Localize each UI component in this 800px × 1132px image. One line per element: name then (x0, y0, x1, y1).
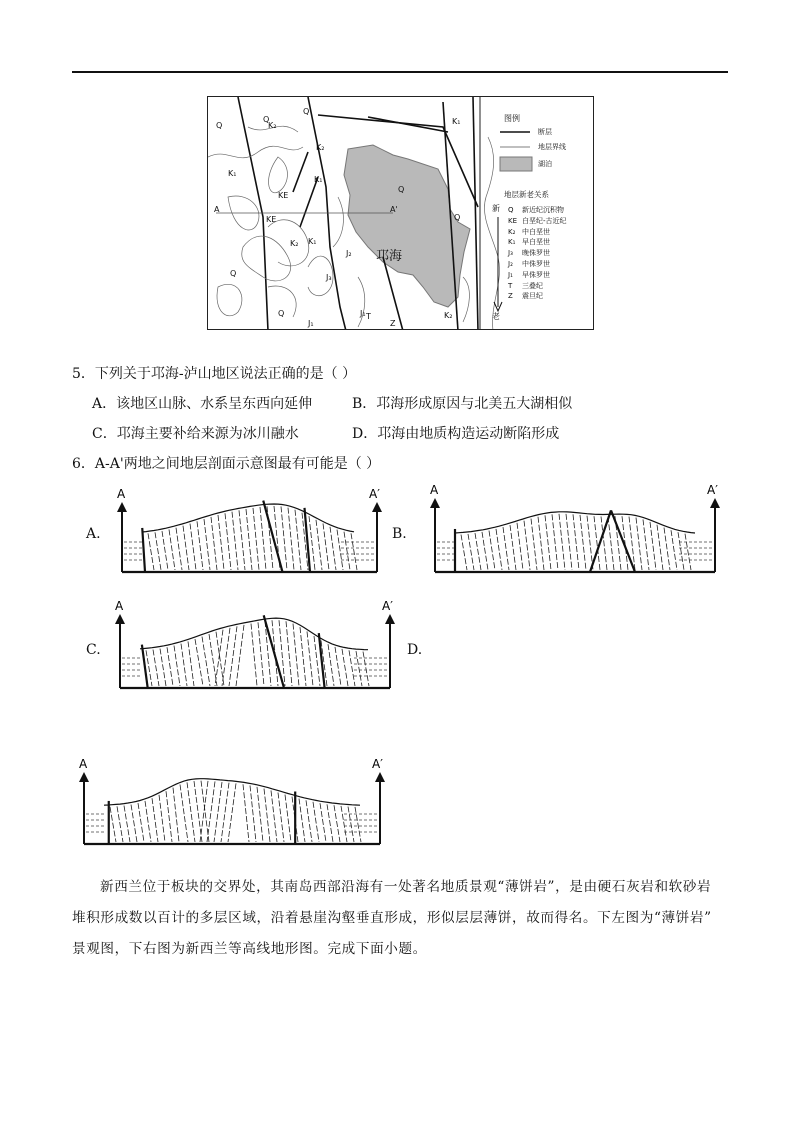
passage (72, 872, 728, 965)
stratum-line (552, 514, 558, 570)
stratum-line (162, 531, 168, 570)
new-label: 新 (492, 204, 500, 213)
section-label-d[interactable]: D. (407, 642, 423, 658)
stratum-line (531, 519, 537, 570)
stratum-line (295, 510, 301, 570)
stratum-line (636, 518, 642, 570)
q5-option-d[interactable]: D．邛海由地质构造运动断陷形成 (352, 426, 560, 442)
strata-code: Q (508, 206, 514, 214)
strata-name: 中侏罗世 (522, 259, 550, 268)
strata-row (508, 248, 567, 259)
q5-stem: 5．下列关于邛海-泸山地区说法正确的是（ ） (72, 366, 357, 382)
strata-row (508, 216, 567, 227)
stratum-line (496, 529, 502, 570)
stratum-line (239, 510, 245, 570)
arrow-left (79, 772, 89, 782)
stratum-line (152, 798, 158, 842)
stratum-line (190, 524, 196, 570)
section-drawing (425, 482, 725, 578)
map-unit-label: Q (454, 213, 461, 222)
stratum-line (489, 531, 495, 570)
stratum-line (300, 627, 306, 686)
lake-legend-symbol (500, 157, 532, 171)
stratum-line (236, 625, 244, 686)
stratum-line (545, 515, 551, 570)
map-unit-label: K₂ (444, 311, 453, 320)
stratum-line (330, 527, 336, 570)
legend-boundary: 地层界线 (538, 143, 566, 151)
passage-line-3: 景观图，下右图为新西兰等高线地形图。完成下面小题。 (72, 941, 427, 957)
map-unit-label: K₁ (452, 117, 461, 126)
map-unit-label: T (366, 312, 371, 321)
stratum-line (173, 788, 179, 842)
stratum-line (166, 791, 172, 842)
map-unit-label: Q (216, 121, 223, 130)
stratum-line (316, 520, 322, 570)
strata-title: 地层新老关系 (504, 190, 549, 199)
strata-row (508, 291, 567, 302)
stratum-line (328, 644, 334, 686)
stratum-line (306, 800, 312, 842)
strata-name: 中白垩世 (522, 227, 550, 236)
fault-line (264, 615, 284, 688)
map-unit-label: K₂ (290, 239, 299, 248)
stratum-line (138, 803, 144, 842)
stratum-line (335, 647, 341, 686)
stratum-line (475, 533, 481, 570)
strata-name: 震旦纪 (522, 292, 543, 301)
stratum-line (200, 781, 208, 842)
map-unit-label: A' (390, 205, 398, 214)
stratum-line (320, 803, 326, 842)
stratum-line (344, 532, 350, 570)
stratum-line (337, 530, 343, 570)
stratum-line (341, 806, 347, 842)
stratum-line (510, 525, 516, 570)
stratum-line (160, 649, 166, 686)
stratum-line (180, 784, 188, 842)
axis-label-right: A′ (382, 599, 393, 613)
map-unit-label: K₁ (314, 175, 323, 184)
stratum-line (124, 806, 130, 842)
stratum-line (351, 533, 357, 570)
strata-name: 三叠纪 (522, 281, 543, 290)
map-unit-label: KE (278, 191, 289, 200)
strata-row (508, 227, 567, 238)
map-unit-label: J₃ (326, 273, 332, 282)
stratum-line (468, 534, 474, 570)
map-unit-label: J₂ (346, 249, 352, 258)
stratum-line (202, 637, 210, 686)
stratum-line (215, 630, 223, 686)
stratum-line (281, 506, 287, 570)
map-unit-label: Z (390, 319, 396, 328)
map-unit-label: J₁ (360, 309, 366, 318)
stratum-line (169, 529, 175, 570)
stratum-line (348, 807, 354, 842)
stratum-line (524, 521, 530, 570)
strata-row (508, 270, 567, 281)
map-unit-label: KE (266, 215, 277, 224)
stratum-line (334, 805, 340, 842)
strata-code: KE (508, 216, 518, 225)
stratum-line (222, 628, 230, 686)
stratum-line (148, 533, 154, 570)
fault-line (142, 528, 145, 572)
header-rule (72, 71, 728, 73)
fault-line (590, 510, 611, 572)
stratum-line (187, 782, 195, 842)
passage-line-1: 新西兰位于板块的交界处，其南岛西部沿海有一处著名地质景观“薄饼岩”，是由硬石灰岩和软砂岩 (100, 879, 712, 895)
stratum-line (197, 521, 203, 570)
stratum-line (110, 807, 116, 842)
stratum-line (271, 790, 277, 842)
stratum-line (243, 784, 249, 842)
stratum-line (117, 806, 123, 842)
map-unit-label: J₁ (308, 319, 314, 328)
map-unit-label: Q (278, 309, 285, 318)
stratum-line (566, 514, 572, 570)
strata-code: J₂ (508, 259, 513, 268)
legend-lake: 湖泊 (538, 160, 552, 168)
section-label-a[interactable]: A. (86, 526, 101, 542)
stratum-line (643, 519, 649, 570)
stratum-line (251, 624, 257, 686)
stratum-line (218, 515, 224, 570)
stratum-line (349, 650, 355, 686)
stratum-line (195, 639, 203, 686)
arrow-left (430, 498, 440, 508)
map-unit-label: K₂ (268, 121, 277, 130)
stratum-line (587, 516, 593, 570)
stratum-line (221, 783, 229, 842)
fault-line (263, 501, 282, 572)
stratum-line (293, 624, 299, 686)
geologic-map (207, 96, 594, 330)
stratum-line (355, 807, 361, 842)
axis-label-right: A′ (707, 483, 718, 497)
lake-label: 邛海 (376, 249, 403, 264)
stratum-line (580, 515, 586, 570)
strata-code: J₃ (508, 249, 513, 258)
strata-name: 新近纪沉积物 (522, 206, 564, 214)
stratum-line (342, 649, 348, 686)
stratum-line (286, 621, 292, 686)
stratum-line (538, 517, 544, 570)
arrow-right (710, 498, 720, 508)
stratum-line (559, 514, 565, 570)
stratum-line (363, 652, 369, 686)
stratum-line (145, 801, 151, 842)
cross-section-d[interactable] (74, 756, 390, 850)
stratum-line (225, 513, 231, 570)
stratum-line (181, 644, 187, 686)
stratum-line (650, 522, 656, 570)
stratum-line (176, 528, 182, 570)
legend-fault: 断层 (538, 128, 552, 136)
map-unit-label: A (214, 205, 220, 214)
stratum-line (288, 508, 294, 570)
strata-code: K₁ (508, 238, 516, 247)
arrow-left (117, 502, 127, 512)
axis-label-left: A (115, 599, 124, 613)
axis-label-left: A (79, 757, 88, 771)
strata-row (508, 259, 567, 270)
stratum-line (246, 509, 252, 570)
stratum-line (517, 523, 523, 570)
stratum-line (232, 512, 238, 570)
fault-line (142, 645, 148, 688)
passage-line-2: 堆积形成数以百计的多层区域，沿着悬崖沟壑垂直形成，形似层层薄饼，故而得名。下左图为“薄饼岩” (72, 910, 712, 926)
stratum-line (167, 647, 173, 686)
stratum-line (307, 631, 313, 686)
stratum-line (327, 804, 333, 842)
map-unit-label: K₁ (308, 237, 317, 246)
stratum-line (260, 507, 266, 570)
strata-code: Z (508, 292, 513, 301)
stratum-line (131, 805, 137, 842)
cross-section-b[interactable] (425, 482, 725, 578)
section-drawing (74, 756, 390, 850)
stratum-line (257, 787, 263, 842)
q5-option-a[interactable]: A．该地区山脉、水系呈东西向延伸 (92, 396, 313, 412)
cross-section-c[interactable] (110, 598, 400, 694)
stratum-line (155, 532, 161, 570)
stratum-line (153, 650, 159, 686)
stratum-line (183, 526, 189, 570)
axis-label-left: A (117, 487, 126, 501)
axis-label-right: A′ (372, 757, 383, 771)
stratum-line (671, 530, 677, 570)
strata-row (508, 237, 567, 248)
strata-code: T (508, 281, 513, 290)
stratum-line (503, 527, 509, 570)
arrow-right (372, 502, 382, 512)
terrain-surface (455, 512, 695, 533)
stratum-line (188, 641, 194, 686)
stratum-line (228, 783, 236, 842)
stratum-line (207, 781, 215, 842)
strata-row (508, 281, 567, 292)
stratum-line (229, 626, 237, 686)
map-unit-label: Q (263, 115, 270, 124)
stratum-line (461, 535, 467, 570)
section-drawing (110, 598, 400, 694)
section-drawing (112, 486, 387, 578)
stratum-line (299, 799, 305, 842)
stratum-line (313, 802, 319, 842)
strata-name: 白垩纪-古近纪 (522, 216, 567, 225)
strata-row (508, 205, 567, 216)
axis-label-right: A′ (369, 487, 380, 501)
section-label-b[interactable]: B. (392, 526, 407, 542)
map-unit-label: K₁ (228, 169, 237, 178)
stratum-line (214, 782, 222, 842)
stratum-line (253, 508, 259, 570)
old-label: 老 (492, 312, 500, 321)
stratum-line (250, 785, 256, 842)
stratum-line (356, 651, 362, 686)
stratum-line (285, 795, 291, 842)
strata-list (508, 205, 567, 302)
arrow-right (375, 772, 385, 782)
stratum-line (664, 528, 670, 570)
stratum-line (482, 532, 488, 570)
map-unit-label: Q (398, 185, 405, 194)
stratum-line (608, 516, 614, 570)
stratum-line (685, 534, 691, 570)
strata-name: 早白垩世 (522, 238, 550, 247)
map-unit-label: Q (230, 269, 237, 278)
terrain-surface (104, 779, 360, 806)
arrow-right (385, 614, 395, 624)
stratum-line (258, 622, 264, 686)
cross-section-a[interactable] (112, 486, 387, 578)
q5-option-b[interactable]: B．邛海形成原因与北美五大湖相似 (352, 396, 573, 412)
stratum-line (657, 525, 663, 570)
map-unit-label: Q (303, 107, 310, 116)
q5-option-c[interactable]: C．邛海主要补给来源为冰川融水 (92, 426, 299, 442)
q6-stem: 6．A-A'两地之间地层剖面示意图最有可能是（ ） (72, 456, 381, 472)
strata-name: 早侏罗世 (522, 270, 550, 279)
stratum-line (211, 517, 217, 570)
section-label-c[interactable]: C. (86, 642, 101, 658)
stratum-line (323, 523, 329, 570)
terrain-surface (140, 618, 368, 650)
stratum-line (174, 646, 180, 686)
strata-code: J₁ (508, 270, 513, 279)
arrow-left (115, 614, 125, 624)
legend-title: 图例 (504, 114, 520, 123)
stratum-line (573, 514, 579, 570)
axis-label-left: A (430, 483, 439, 497)
stratum-line (678, 532, 684, 570)
strata-name: 晚侏罗世 (522, 249, 550, 258)
strata-code: K₂ (508, 227, 516, 236)
stratum-line (278, 793, 284, 842)
stratum-line (204, 519, 210, 570)
stratum-line (201, 781, 209, 842)
stratum-line (159, 795, 165, 842)
stratum-line (264, 789, 270, 842)
map-unit-label: K₂ (316, 143, 325, 152)
